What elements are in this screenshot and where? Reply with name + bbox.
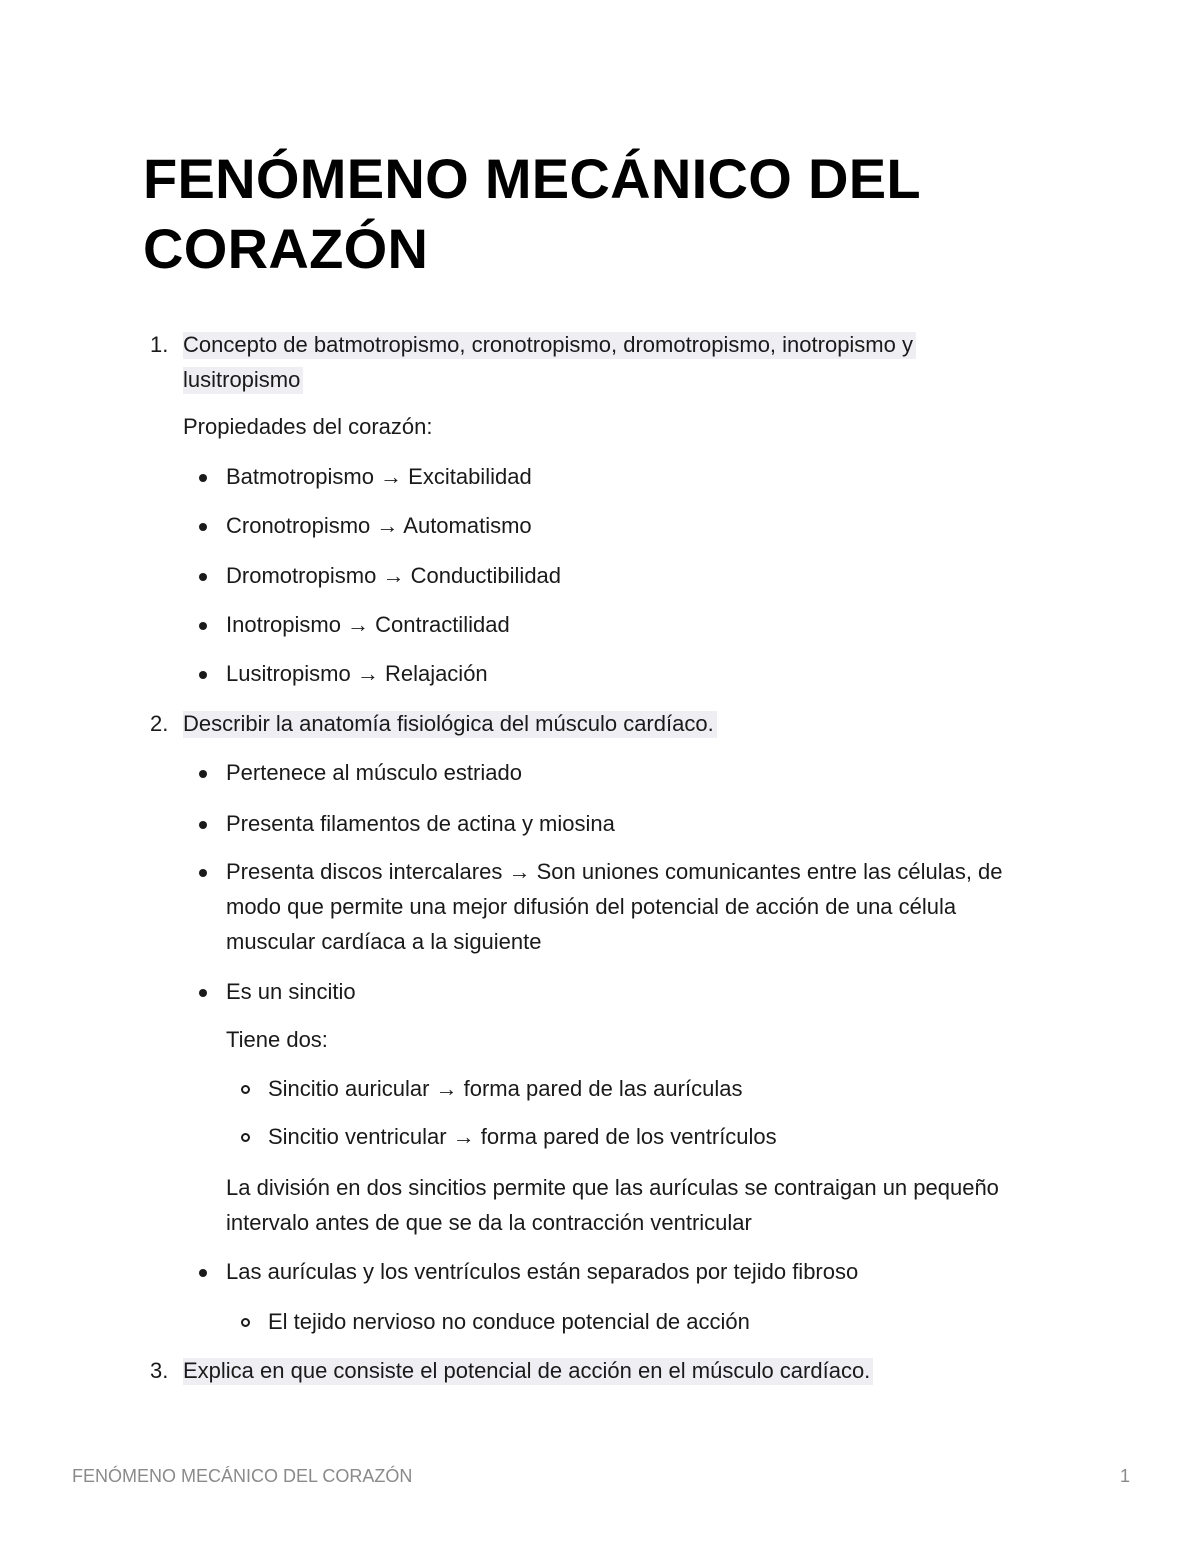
sincitio-note-line-1: La división en dos sincitios permite que las aurículas se contraigan un pequeño [226,1175,999,1200]
item-heading-3: Explica en que consiste el potencial de acción en el músculo cardíaco. [183,1358,873,1385]
bullet-icon [199,1269,207,1277]
bullet-icon [199,671,207,679]
list-item: Dromotropismo → Conductibilidad [226,563,562,588]
page-title: FENÓMENO MECÁNICO DEL CORAZÓN [143,147,920,280]
sub-list-item: El tejido nervioso no conduce potencial de acción [268,1309,750,1334]
sincitio-intro: Tiene dos: [226,1027,328,1052]
sub-list-item: Sincitio ventricular → forma pared de los ventrículos [268,1124,777,1149]
item-heading-1 [183,327,916,362]
sub-list-item: Sincitio auricular → forma pared de las aurículas [268,1076,743,1101]
bullet-icon [199,869,207,877]
separados-label: Las aurículas y los ventrículos están separados por tejido fibroso [226,1259,859,1284]
discos-line-3: muscular cardíaca a la siguiente [226,929,542,954]
discos-line-1: Presenta discos intercalares → Son uniones comunicantes entre las células, de [226,859,1003,884]
item-1-intro: Propiedades del corazón: [183,414,433,439]
bullet-icon [199,622,207,630]
page-number: 1 [1120,1466,1131,1486]
bullet-icon [199,821,207,829]
circle-bullet-icon [241,1133,250,1142]
list-item: Cronotropismo → Automatismo [226,513,532,538]
sincitio-label: Es un sincitio [226,979,356,1004]
list-item: Lusitropismo → Relajación [226,661,488,686]
circle-bullet-icon [241,1318,250,1327]
footer-title: FENÓMENO MECÁNICO DEL CORAZÓN [72,1466,413,1486]
bullet-icon [199,573,207,581]
bullet-icon [199,770,207,778]
bullet-icon [199,523,207,531]
sincitio-note-line-2: intervalo antes de que se da la contracción ventricular [226,1210,752,1235]
item-heading-1-line-1: Concepto de batmotropismo, cronotropismo, dromotropismo, inotropismo y [183,332,916,359]
list-item: Batmotropismo → Excitabilidad [226,464,532,489]
list-item: Pertenece al músculo estriado [226,760,522,785]
item-heading-1-line-2: lusitropismo [183,367,303,394]
item-heading-2: Describir la anatomía fisiológica del músculo cardíaco. [183,711,717,738]
item-number-3: 3. [150,1358,169,1383]
circle-bullet-icon [241,1085,250,1094]
item-number-1: 1. [150,332,169,357]
list-item: Presenta filamentos de actina y miosina [226,811,615,836]
list-item: Inotropismo → Contractilidad [226,612,510,637]
discos-line-2: modo que permite una mejor difusión del potencial de acción de una célula [226,894,957,919]
bullet-icon [199,474,207,482]
bullet-icon [199,989,207,997]
item-number-2: 2. [150,711,169,736]
